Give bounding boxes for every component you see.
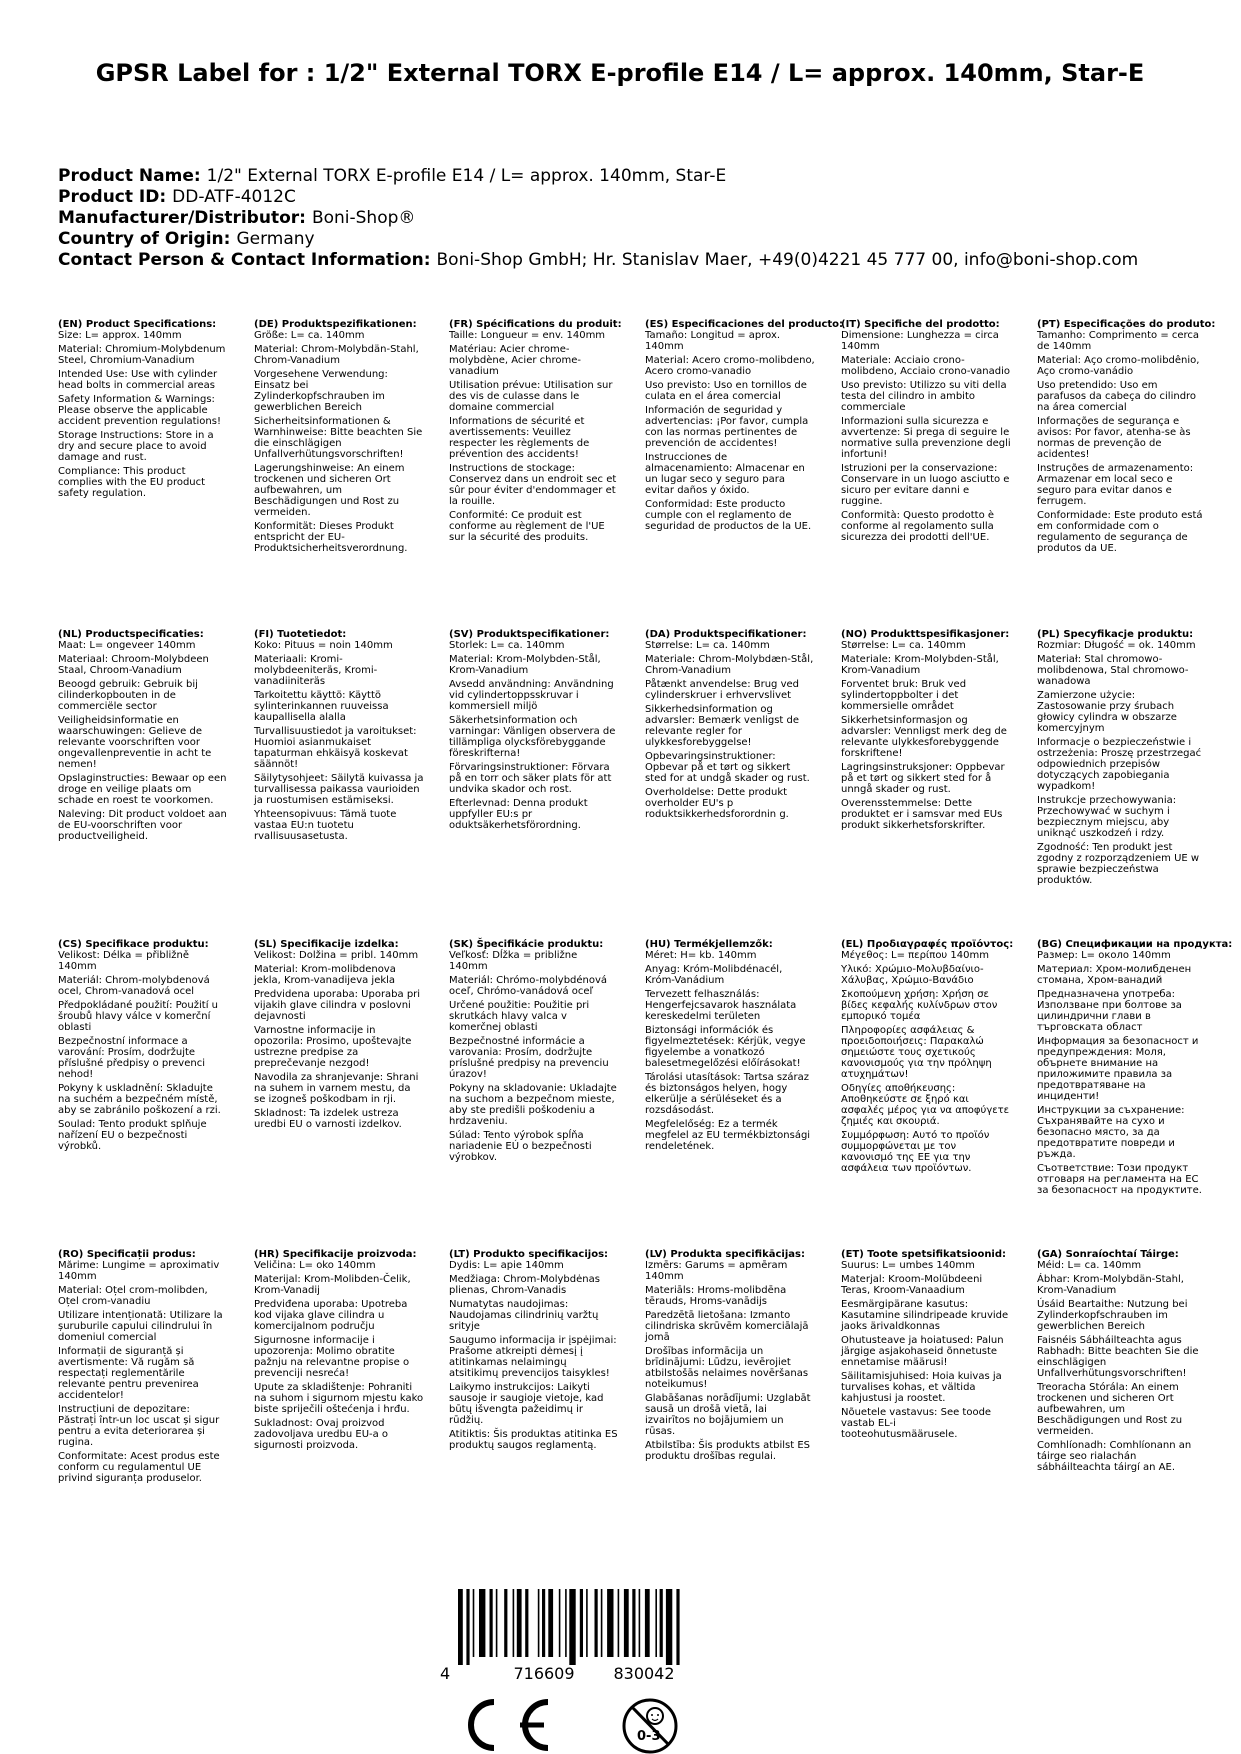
spec-line: Glabāšanas norādījumi: Uzglabāt sausā un drošā vietā, lai izvairītos no bojājumiem un rūsas. (645, 1393, 811, 1437)
spec-line: Instruções de armazenamento: Armazenar em local seco e seguro para evitar danos e ferrugem. (1037, 463, 1194, 507)
spec-line: Material: Oțel crom-molibden, Oțel crom-vanadiu (58, 1285, 208, 1307)
spec-line: Veľkosť: Dĺžka = približne 140mm (449, 950, 578, 972)
info-value: Boni-Shop GmbH; Hr. Stanislav Maer, +49(0)4221 45 777 00, info@boni-shop.com (436, 250, 1139, 270)
spec-line: Conformité: Ce produit est conforme au règlement de l'UE sur la sécurité des produits. (449, 510, 605, 543)
compliance-icons (450, 1696, 690, 1754)
spec-line: Información de seguridad y advertencias: ¡Por favor, cumpla con las normas pertinentes de prevención de accidentes! (645, 405, 809, 449)
spec-title: (ET) Toote spetsifikatsioonid: (841, 1249, 1007, 1260)
spec-line: Koko: Pituus = noin 140mm (254, 640, 393, 651)
spec-line: Eesmärgipärane kasutus: Kasutamine silindripeade kruvide jaoks ärivaldkonnas (841, 1299, 1009, 1332)
spec-title: (FR) Spécifications du produit: (449, 319, 622, 330)
info-value: Boni-Shop® (311, 208, 416, 228)
spec-line: Conformidade: Este produto está em conformidade com o regulamento de segurança de produtos da UE. (1037, 510, 1203, 554)
spec-line: Tarkoitettu käyttö: Käyttö sylinterinkannen ruuveissa kaupallisella alalla (254, 690, 389, 723)
spec-line: Veiligheidsinformatie en waarschuwingen: Gelieve de relevante voorschriften voor ongevallenpreventie in acht te nemen! (58, 715, 212, 770)
spec-title: (CS) Specifikace produktu: (58, 939, 209, 950)
spec-line: Drošības informācija un brīdinājumi: Lūdzu, ievērojiet atbilstošās nelaimes novēršanas noteikumus! (645, 1346, 809, 1390)
info-row (58, 166, 1208, 187)
info-label: Manufacturer/Distributor: (58, 208, 306, 228)
spec-block (449, 1249, 619, 1454)
spec-block (841, 319, 1011, 546)
spec-block (58, 939, 228, 1155)
spec-line: Faisnéis Sábháilteachta agus Rabhadh: Bitte beachten Sie die einschlägigen Unfallverhütungsvorschriften! (1037, 1335, 1199, 1379)
spec-line: Opbevaringsinstruktioner: Opbevar på et tørt og sikkert sted for at undgå skader og rust. (645, 751, 810, 784)
spec-line: Vorgesehene Verwendung: Einsatz bei Zylinderkopfschrauben im gewerblichen Bereich (254, 369, 388, 413)
barcode-bar (632, 1589, 635, 1657)
spec-line: Súlad: Tento výrobok spĺňa nariadenie EÚ o bezpečnosti výrobkov. (449, 1130, 592, 1163)
spec-line: Biztonsági információk és figyelmeztetések: Kérjük, vegye figyelembe a vonatkozó balesetmegelőzési előírásokat! (645, 1025, 806, 1069)
spec-line: Sigurnosne informacije i upozorenja: Molimo obratite pažnju na relevantne propise o prevenciji nesreća! (254, 1335, 410, 1379)
spec-line: Sikkerhedsinformation og advarsler: Bemærk venligst de relevante regler for ulykkesforebyggelse! (645, 704, 800, 748)
barcode-bar (538, 1589, 540, 1657)
spec-line: Materiāls: Hroms-molibdēna tērauds, Hroms-vanādijs (645, 1285, 787, 1307)
spec-line: Instrukcje przechowywania: Przechowywać w suchym i bezpiecznym miejscu, aby uniknąć uszkodzeń i rdzy. (1037, 795, 1177, 839)
spec-line: Mărime: Lungime = aproximativ 140mm (58, 1260, 220, 1282)
spec-line: Säilitamisjuhised: Hoia kuivas ja turvalises kohas, et vältida kahjustusi ja roostet. (841, 1371, 1002, 1404)
spec-line: Dydis: L= apie 140mm (449, 1260, 564, 1271)
barcode-bar (601, 1589, 603, 1657)
spec-line: Materiale: Acciaio crono-molibdeno, Acciaio crono-vanadio (841, 355, 1010, 377)
spec-line: Comhlíonadh: Comhlíonann an táirge seo rialachán sábháilteachta táirgí an AE. (1037, 1440, 1192, 1473)
spec-line: Materiał: Stal chromowo-molibdenowa, Stal chromowo-wanadowa (1037, 654, 1189, 687)
spec-block (1037, 1249, 1207, 1476)
spec-line: Predviđena uporaba: Upotreba kod vijaka glave cilindra u komercijalnom području (254, 1299, 408, 1332)
spec-line: Σκοπούμενη χρήση: Χρήση σε βίδες κεφαλής κυλίνδρων στον εμπορικό τομέα (841, 989, 998, 1022)
spec-line: Maat: L= ongeveer 140mm (58, 640, 196, 651)
spec-line: Storlek: L= ca. 140mm (449, 640, 565, 651)
barcode-bar (645, 1589, 650, 1657)
spec-title: (PL) Specyfikacje produktu: (1037, 629, 1194, 640)
barcode-bar (548, 1589, 553, 1657)
info-row (58, 250, 1208, 271)
spec-line: Ábhar: Krom-Molybdän-Stahl, Krom-Vanadium (1037, 1274, 1184, 1296)
spec-line: Lagerungshinweise: An einem trockenen und sicheren Ort aufbewahren, um Beschädigungen und Rost zu vermeiden. (254, 463, 405, 518)
spec-line: Saugumo informacija ir įspėjimai: Prašome atkreipti dėmesį į atitinkamas nelaimingų atsitikimų prevencijos taisykles! (449, 1335, 617, 1379)
spec-line: Istruzioni per la conservazione: Conservare in un luogo asciutto e sicuro per evitare danni e ruggine. (841, 463, 1010, 507)
spec-line: Предназначена употреба: Използване при болтове за цилиндрични глави в търговската област (1037, 989, 1182, 1033)
spec-line: Anyag: Króm-Molibdénacél, Króm-Vanádium (645, 964, 783, 986)
barcode-bar (660, 1589, 663, 1657)
spec-line: Conformità: Questo prodotto è conforme al regolamento sulla sicurezza dei prodotti dell'UE. (841, 510, 995, 543)
spec-block (645, 1249, 815, 1465)
spec-line: Velikost: Délka = přibližně 140mm (58, 950, 189, 972)
barcode-bar (466, 1589, 469, 1665)
spec-line: Material: Chromium-Molybdenum Steel, Chromium-Vanadium (58, 344, 226, 366)
spec-line: Material: Aço cromo-molibdênio, Aço cromo-vanádio (1037, 355, 1200, 377)
spec-title: (ES) Especificaciones del producto: (645, 319, 844, 330)
barcode-bar (569, 1589, 575, 1665)
spec-line: Dimensione: Lunghezza = circa 140mm (841, 330, 999, 352)
spec-line: Méid: L= ca. 140mm (1037, 1260, 1142, 1271)
spec-line: Izmērs: Garums = apmēram 140mm (645, 1260, 788, 1282)
spec-line: Инструкции за съхранение: Съхранявайте на сухо и безопасно място, за да предотвратите повреди и ръжда. (1037, 1105, 1185, 1160)
barcode-bar (525, 1589, 528, 1657)
barcode-bar (565, 1589, 567, 1657)
spec-line: Overensstemmelse: Dette produktet er i samsvar med EUs produkt sikkerhetsforskrifter. (841, 798, 1003, 831)
info-value: Germany (236, 229, 315, 249)
spec-line: Megfelelőség: Ez a termék megfelel az EU termékbiztonsági rendeletének. (645, 1119, 811, 1152)
spec-block (254, 629, 424, 845)
barcode-bar (504, 1589, 507, 1657)
not-for-children-0-3-icon (624, 1700, 676, 1752)
barcode-bar (542, 1589, 545, 1657)
spec-block (841, 629, 1011, 834)
spec-line: Sukladnost: Ovaj proizvod zadovoljava uredbu EU-a o sigurnosti proizvoda. (254, 1418, 389, 1451)
spec-line: Materijal: Krom-Molibden-Čelik, Krom-Vanadij (254, 1274, 411, 1296)
info-row (58, 187, 1208, 208)
spec-title: (EN) Product Specifications: (58, 319, 217, 330)
spec-block (645, 629, 815, 823)
spec-line: Μέγεθος: L= περίπου 140mm (841, 950, 989, 961)
spec-line: Efterlevnad: Denna produkt uppfyller EU:s pr oduktsäkerhetsförordning. (449, 798, 588, 831)
product-info (58, 166, 1208, 271)
spec-line: Avsedd användning: Användning vid cylindertoppsskruvar i kommersiell miljö (449, 679, 614, 712)
spec-line: Velikost: Dolžina = pribl. 140mm (254, 950, 419, 961)
spec-block (645, 939, 815, 1155)
spec-line: Beoogd gebruik: Gebruik bij cilinderkopbouten in de commerciële sector (58, 679, 198, 712)
spec-line: Uso pretendido: Uso em parafusos da cabeça do cilindro na área comercial (1037, 380, 1197, 413)
spec-title: (PT) Especificações do produto: (1037, 319, 1216, 330)
spec-line: Paredzētā lietošana: Izmanto cilindriska skrūvēm komerciālajā jomā (645, 1310, 809, 1343)
spec-title: (DE) Produktspezifikationen: (254, 319, 417, 330)
spec-line: Bezpečnostní informace a varování: Prosím, dodržujte příslušné předpisy o prevenci nehod! (58, 1036, 205, 1080)
spec-line: Material: Acero cromo-molibdeno, Acero cromo-vanadio (645, 355, 815, 377)
spec-block (58, 629, 228, 845)
info-row (58, 208, 1208, 229)
barcode-bar (639, 1589, 641, 1657)
age-warning-label: 0-3 (637, 1729, 661, 1744)
spec-line: Varnostne informacije in opozorila: Prosimo, upoštevajte ustrezne predpise za preprečevanje nezgod! (254, 1025, 412, 1069)
spec-line: Instrucciones de almacenamiento: Almacenar en un lugar seco y seguro para evitar daños y óxido. (645, 452, 805, 496)
spec-line: Förvaringsinstruktioner: Förvara på en torr och säker plats för att undvika skador och rost. (449, 762, 612, 795)
barcode-bar (676, 1589, 679, 1665)
spec-line: Opslaginstructies: Bewaar op een droge en veilige plaats om schade en roest te voorkomen. (58, 773, 227, 806)
spec-block (449, 319, 622, 546)
spec-line: Uso previsto: Utilizzo su viti della testa del cilindro in ambito commerciale (841, 380, 1007, 413)
spec-line: Säkerhetsinformation och varningar: Vänligen observera de tillämpliga olycksförebyggande föreskrifterna! (449, 715, 616, 759)
spec-line: Taille: Longueur = env. 140mm (449, 330, 606, 341)
barcode-bar (473, 1589, 475, 1657)
barcode-bars (458, 1589, 680, 1665)
spec-line: Forventet bruk: Bruk ved sylindertoppbolter i det kommersielle området (841, 679, 967, 712)
info-label: Contact Person & Contact Information: (58, 250, 431, 270)
spec-block (449, 629, 619, 834)
spec-line: Utilisation prévue: Utilisation sur des vis de culasse dans le domaine commercial (449, 380, 613, 413)
spec-title: (LT) Produkto specifikacijos: (449, 1249, 609, 1260)
barcode-group-2: 830042 (613, 1664, 675, 1683)
barcode-group-1: 716609 (513, 1664, 575, 1683)
spec-line: Materiale: Chrom-Molybdæn-Stål, Chrom-Vanadium (645, 654, 814, 676)
spec-line: Yhteensopivuus: Tämä tuote vastaa EU:n tuotetu rvallisuusasetusta. (254, 809, 397, 842)
spec-line: Lagringsinstruksjoner: Oppbevar på et tørt og sikkert sted for å unngå skader og rust. (841, 762, 1005, 795)
spec-line: Pokyny k uskladnění: Skladujte na suchém a bezpečném místě, aby se zabránilo poškození a rzi. (58, 1083, 221, 1116)
spec-line: Påtænkt anvendelse: Brug ved cylinderskruer i erhvervslivet (645, 679, 799, 701)
spec-block (254, 319, 424, 557)
spec-block (645, 319, 844, 535)
info-value: 1/2" External TORX E-profile E14 / L= approx. 140mm, Star-E (206, 166, 727, 186)
spec-title: (SV) Produktspecifikationer: (449, 629, 610, 640)
spec-line: Materiál: Chrómo-molybdénová oceľ, Chrómo-vanádová oceľ (449, 975, 608, 997)
spec-line: Rozmiar: Długość = ok. 140mm (1037, 640, 1196, 651)
spec-block (1037, 939, 1233, 1199)
spec-title: (DA) Produktspecifikationer: (645, 629, 807, 640)
spec-line: Συμμόρφωση: Αυτό το προϊόν συμμορφώνεται με τον κανονισμό της ΕΕ για την ασφάλεια των προϊόντων. (841, 1130, 990, 1174)
spec-line: Treoracha Stórála: An einem trockenen und sicheren Ort aufbewahren, um Beschädigungen und Rost zu vermeiden. (1037, 1382, 1183, 1437)
spec-block (1037, 629, 1207, 889)
spec-title: (SL) Specifikacije izdelka: (254, 939, 399, 950)
spec-line: Materiaal: Chroom-Molybdeen Staal, Chroom-Vanadium (58, 654, 209, 676)
spec-line: Nõuetele vastavus: See toode vastab EL-i tooteohutusmäärusele. (841, 1407, 992, 1440)
spec-line: Sicherheitsinformationen & Warnhinweise: Bitte beachten Sie die einschlägigen Unfallverhütungsvorschriften! (254, 416, 423, 460)
barcode-bar (490, 1589, 493, 1657)
spec-line: Atitiktis: Šis produktas atitinka ES produktų saugos reglamentą. (449, 1429, 618, 1451)
spec-line: Informacje o bezpieczeństwie i ostrzeżenia: Proszę przestrzegać odpowiednich przepisów dotyczących zapobiegania wypadkom! (1037, 737, 1202, 792)
spec-line: Οδηγίες αποθήκευσης: Αποθηκεύστε σε ξηρό και ασφαλές μέρος για να αποφύγετε ζημιές και σκουριά. (841, 1083, 1010, 1127)
ce-mark-icon (471, 1702, 548, 1748)
spec-line: Информация за безопасност и предупреждения: Моля, обърнете внимание на приложимите правила за предотвратяване на инциденти! (1037, 1036, 1199, 1102)
spec-line: Tamanho: Comprimento = cerca de 140mm (1037, 330, 1200, 352)
spec-line: Υλικό: Χρώμιο-Μολυβδαίνιο-Χάλυβας, Χρώμιο-Βανάδιο (841, 964, 984, 986)
barcode-bar (479, 1589, 485, 1657)
spec-title: (FI) Tuotetiedot: (254, 629, 347, 640)
spec-block (254, 939, 424, 1133)
spec-line: Informații de siguranță și avertismente: Vă rugăm să respectați reglementările relevante pentru prevenirea accidentelor! (58, 1346, 199, 1401)
spec-line: Instrucțiuni de depozitare: Păstrați într-un loc uscat și sigur pentru a evita deteriorarea și rugina. (58, 1404, 220, 1448)
barcode-bar (517, 1589, 522, 1657)
barcode-bar (666, 1589, 672, 1665)
spec-line: Compliance: This product complies with the EU product safety regulation. (58, 466, 206, 499)
spec-line: Předpokládané použití: Použití u šroubů hlavy válce v komerční oblasti (58, 1000, 219, 1033)
spec-title: (RO) Specificații produs: (58, 1249, 196, 1260)
spec-line: Veličina: L= oko 140mm (254, 1260, 376, 1271)
spec-line: Material: Krom-molibdenova jekla, Krom-vanadijeva jekla (254, 964, 396, 986)
spec-line: Материал: Хром-молибденен стомана, Хром-ванадий (1037, 964, 1192, 986)
info-label: Product Name: (58, 166, 201, 186)
spec-line: Zgodność: Ten produkt jest zgodny z rozporządzeniem UE w sprawie bezpieczeństwa produktów. (1037, 842, 1200, 886)
spec-line: Размер: L= около 140mm (1037, 950, 1171, 961)
spec-line: Pokyny na skladovanie: Ukladajte na suchom a bezpečnom mieste, aby ste predišli poškodeniu a hrdzaveniu. (449, 1083, 617, 1127)
spec-line: Safety Information & Warnings: Please observe the applicable accident prevention regulations! (58, 394, 221, 427)
spec-block (254, 1249, 424, 1454)
spec-title: (HR) Specifikacije proizvoda: (254, 1249, 417, 1260)
spec-block (58, 319, 228, 502)
spec-title: (LV) Produkta specifikācijas: (645, 1249, 805, 1260)
spec-line: Suurus: L= umbes 140mm (841, 1260, 975, 1271)
spec-line: Materjal: Kroom-Molübdeeni Teras, Kroom-Vanaadium (841, 1274, 983, 1296)
spec-title: (IT) Specifiche del prodotto: (841, 319, 1000, 330)
info-label: Country of Origin: (58, 229, 231, 249)
page-title: GPSR Label for : 1/2" External TORX E-profile E14 / L= approx. 140mm, Star-E (95, 59, 1145, 87)
spec-line: Informations de sécurité et avertissements: Veuillez respecter les règlements de prévention des accidents! (449, 416, 590, 460)
barcode-bar (655, 1589, 657, 1657)
spec-block (841, 939, 1014, 1177)
spec-line: Utilizare intenționată: Utilizare la șuruburile capului cilindrului în domeniul comercial (58, 1310, 223, 1343)
spec-line: Naleving: Dit product voldoet aan de EU-voorschriften voor productveiligheid. (58, 809, 227, 842)
spec-line: Materiale: Krom-Molybden-Stål, Krom-Vanadium (841, 654, 999, 676)
barcode-bar (586, 1589, 588, 1657)
barcode-bar (624, 1589, 629, 1657)
spec-line: Úsáid Beartaithe: Nutzung bei Zylinderkopfschrauben im gewerblichen Bereich (1037, 1299, 1188, 1332)
spec-line: Conformitate: Acest produs este conform cu regulamentul UE privind siguranța produselor. (58, 1451, 220, 1484)
spec-line: Zamierzone użycie: Zastosowanie przy śrubach głowicy cylindra w obszarze komercyjnym (1037, 690, 1177, 734)
barcode-bar (618, 1589, 620, 1657)
spec-line: Tamaño: Longitud = aprox. 140mm (645, 330, 781, 352)
spec-line: Soulad: Tento produkt splňuje nařízení EU o bezpečnosti výrobků. (58, 1119, 207, 1152)
spec-line: Materiaali: Kromi-molybdeeniteräs, Kromi-vanadiiniteräs (254, 654, 378, 687)
spec-line: Størrelse: L= ca. 140mm (645, 640, 770, 651)
spec-line: Material: Chrom-Molybdän-Stahl, Chrom-Vanadium (254, 344, 419, 366)
spec-line: Numatytas naudojimas: Naudojamas cilindrinių varžtų srityje (449, 1299, 599, 1332)
spec-line: Størrelse: L= ca. 140mm (841, 640, 966, 651)
spec-line: Turvallisuustiedot ja varoitukset: Huomioi asianmukaiset tapaturman ehkäisyä koskevat säännöt! (254, 726, 417, 770)
spec-block (58, 1249, 228, 1487)
spec-block (449, 939, 619, 1166)
spec-line: Säilytysohjeet: Säilytä kuivassa ja turvallisessa paikassa vaurioiden ja ruostumisen estämiseksi. (254, 773, 424, 806)
info-label: Product ID: (58, 187, 167, 207)
spec-line: Predvidena uporaba: Uporaba pri vijakih glave cilindra v poslovni dejavnosti (254, 989, 421, 1022)
spec-title: (SK) Špecifikácie produktu: (449, 939, 604, 950)
spec-title: (NO) Produkttspesifikasjoner: (841, 629, 1010, 640)
spec-line: Material: Krom-Molybden-Stål, Krom-Vanadium (449, 654, 601, 676)
spec-title: (EL) Προδιαγραφές προϊόντος: (841, 939, 1014, 950)
barcode-bar (458, 1589, 463, 1665)
spec-line: Skladnost: Ta izdelek ustreza uredbi EU o varnosti izdelkov. (254, 1108, 402, 1130)
barcode-bar (580, 1589, 583, 1657)
spec-line: Conformidad: Este producto cumple con el reglamento de seguridad de productos de la UE. (645, 499, 812, 532)
spec-line: Size: L= approx. 140mm (58, 330, 182, 341)
spec-line: Určené použitie: Použitie pri skrutkách hlavy valca v komerčnej oblasti (449, 1000, 590, 1033)
spec-block (1037, 319, 1216, 557)
barcode-bar (607, 1589, 613, 1657)
spec-line: Upute za skladištenje: Pohraniti na suhom i sigurnom mjestu kako biste spriječili oštećenja i hrđu. (254, 1382, 424, 1415)
spec-line: Medžiaga: Chrom-Molybdėnas plienas, Chrom-Vanadis (449, 1274, 600, 1296)
spec-line: Intended Use: Use with cylinder head bolts in commercial areas (58, 369, 218, 391)
spec-line: Bezpečnostné informácie a varovania: Prosím, dodržujte príslušné predpisy na prevenciu úrazov! (449, 1036, 609, 1080)
barcode-bar (559, 1589, 561, 1657)
spec-line: Storage Instructions: Store in a dry and secure place to avoid damage and rust. (58, 430, 214, 463)
spec-line: Größe: L= ca. 140mm (254, 330, 365, 341)
spec-line: Méret: H= kb. 140mm (645, 950, 757, 961)
spec-line: Matériau: Acier chrome-molybdène, Acier chrome-vanadium (449, 344, 581, 377)
spec-title: (HU) Termékjellemzők: (645, 939, 773, 950)
spec-line: Πληροφορίες ασφάλειας & προειδοποιήσεις: Παρακαλώ σημειώστε τους σχετικούς κανονισμούς για την πρόληψη ατυχημάτων! (841, 1025, 992, 1080)
spec-line: Tárolási utasítások: Tartsa száraz és biztonságos helyen, hogy elkerülje a sérüléseket és a rozsdásodást. (645, 1072, 809, 1116)
spec-line: Laikymo instrukcijos: Laikyti sausoje ir saugioje vietoje, kad būtų išvengta pažeidimų ir rūdžių. (449, 1382, 604, 1426)
info-value: DD-ATF-4012C (172, 187, 296, 207)
ean-barcode (436, 1587, 736, 1685)
spec-line: Atbilstība: Šis produkts atbilst ES produktu drošības regulai. (645, 1440, 811, 1462)
spec-line: Informações de segurança e avisos: Por favor, atenha-se às normas de prevenção de acidentes! (1037, 416, 1191, 460)
spec-line: Overholdelse: Dette produkt overholder EU's p roduktsikkerhedsforordnin g. (645, 787, 789, 820)
barcode-bar (513, 1589, 515, 1657)
spec-line: Navodila za shranjevanje: Shrani na suhem in varnem mestu, da se izogneš poškodbam in rji. (254, 1072, 419, 1105)
spec-title: (GA) Sonraíochtaí Táirge: (1037, 1249, 1179, 1260)
spec-title: (BG) Спецификации на продукта: (1037, 939, 1233, 950)
spec-block (841, 1249, 1011, 1443)
spec-line: Uso previsto: Uso en tornillos de culata en el área comercial (645, 380, 807, 402)
barcode-bar (496, 1589, 498, 1657)
spec-line: Konformität: Dieses Produkt entspricht der EU-Produktsicherheitsverordnung. (254, 521, 408, 554)
spec-line: Съответствие: Този продукт отговаря на регламента на ЕС за безопасност на продуктите. (1037, 1163, 1202, 1196)
spec-line: Sikkerhetsinformasjon og advarsler: Vennligst merk deg de relevante ulykkesforebyggende forskriftene! (841, 715, 1007, 759)
barcode-bar (595, 1589, 598, 1657)
spec-line: Informazioni sulla sicurezza e avvertenze: Si prega di seguire le normative sulla prevenzione degli infortuni! (841, 416, 1011, 460)
spec-line: Tervezett felhasználás: Hengerfejcsavarok használata kereskedelmi területen (645, 989, 797, 1022)
barcode-prefix: 4 (440, 1664, 451, 1683)
spec-title: (NL) Productspecificaties: (58, 629, 204, 640)
info-row (58, 229, 1208, 250)
spec-line: Materiál: Chrom-molybdenová ocel, Chrom-vanadová ocel (58, 975, 210, 997)
spec-line: Ohutusteave ja hoiatused: Palun järgige asjakohaseid õnnetuste ennetamise määrusi! (841, 1335, 1004, 1368)
spec-line: Instructions de stockage: Conservez dans un endroit sec et sûr pour éviter d'endommager et la rouille. (449, 463, 617, 507)
